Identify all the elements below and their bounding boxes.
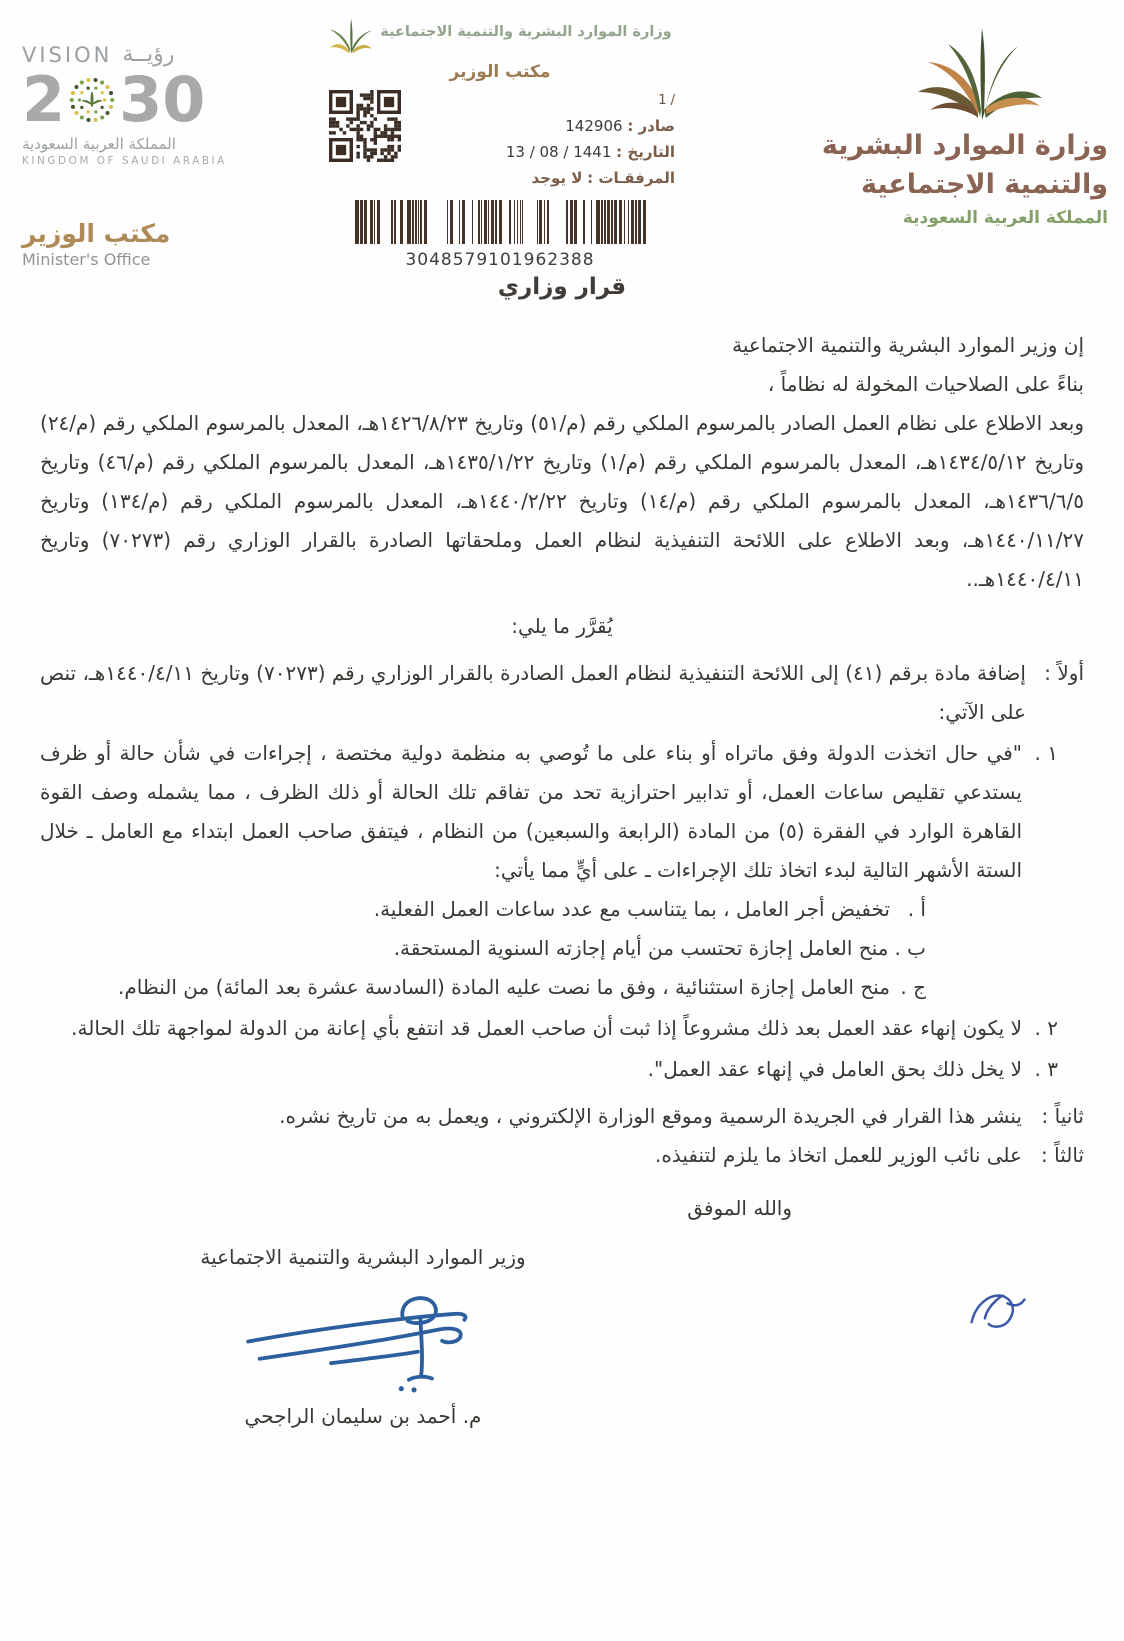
issued-value: 142906 xyxy=(565,116,623,135)
sub-item-b xyxy=(40,929,926,968)
sub-b-text: منح العامل إجازة تحتسب من أيام إجازته السنوية المستحقة. xyxy=(393,935,889,960)
ministry-palm-icon xyxy=(913,22,1045,122)
item-1-text: "في حال اتخذت الدولة وفق ماتراه أو بناء على ما تُوصي به منظمة دولية مختصة ، إجراءات في شأن حالة أو ظرف يستدعي تقليص ساعات العمل، أو تدابير احترازية تحد من تفاقم تلك الحالة أو ذلك الظرف ، مما يشمله وصف القوة القاهرة الوارد في الفقرة (٥) من المادة (الرابعة والسبعين) من النظام ، فيتفق صاحب العمل ابتداء مع العامل ـ خلال الستة الأشهر التالية لبدء اتخاذ تلك الإجراءات ـ على أيٍّ مما يأتي: xyxy=(40,740,1022,882)
sub-item-a xyxy=(40,890,926,929)
clause-third-label: ثالثاً : xyxy=(1041,1142,1084,1167)
date-value: 13 / 08 / 1441 xyxy=(505,143,612,161)
closing-line: والله الموفق xyxy=(687,1195,792,1220)
sub-c-text: منح العامل إجازة استثنائية ، وفق ما نصت عليه المادة (السادسة عشرة بعد المائة) من النظام. xyxy=(117,974,890,999)
vision-2030-block xyxy=(16,14,237,270)
numbered-item-2 xyxy=(40,1009,1058,1048)
numbered-item-1 xyxy=(40,734,1058,890)
kingdom-ar-label: المملكة العربية السعودية xyxy=(22,135,176,153)
vision-en-label: VISION xyxy=(22,42,113,67)
ministry-name-line1: وزارة الموارد البشرية xyxy=(821,130,1108,161)
signature-title: وزير الموارد البشرية والتنمية الاجتماعية xyxy=(200,1244,526,1269)
qr-code xyxy=(329,90,401,162)
ministers-office-ar: مكتب الوزير xyxy=(22,219,171,248)
vision-ar-label: رؤيــة xyxy=(122,42,175,67)
preamble-paragraph: وبعد الاطلاع على نظام العمل الصادر بالمرسوم الملكي رقم (م/٥١) وتاريخ ١٤٢٦/٨/٢٣هـ، المعدل بالمرسوم الملكي رقم (م/٢٤) وتاريخ ١٤٣٤/٥/١٢هـ، المعدل بالمرسوم الملكي رقم (م/١) وتاريخ ١٤٣٥/١/٢٢هـ، المعدل بالمرسوم الملكي رقم (م/٤٦) وتاريخ ١٤٣٦/٦/٥هـ، المعدل بالمرسوم الملكي رقم (م/١٤) وتاريخ ١٤٤٠/٢/٢٢هـ، المعدل بالمرسوم الملكي رقم (م/١٣٤) وتاريخ ١٤٤٠/١١/٢٧هـ، وبعد الاطلاع على اللائحة التنفيذية لنظام العمل وملحقاتها الصادرة بالقرار الوزاري رقم (٧٠٢٧٣) وتاريخ ١٤٤٠/٤/١١هـ.. xyxy=(40,410,1084,591)
barcode xyxy=(350,200,650,244)
clause-second xyxy=(40,1097,1084,1136)
stamp-palm-icon xyxy=(328,16,374,56)
attachments-value: لا يوجد xyxy=(531,169,583,188)
barcode-number: 3048579101962388 xyxy=(405,249,595,270)
ministers-office-en: Minister's Office xyxy=(22,250,151,269)
item-2-text: لا يكون إنهاء عقد العمل بعد ذلك مشروعاً إذا ثبت أن صاحب العمل قد انتفع بأي إعانة من الدولة لمواجهة تلك الحالة. xyxy=(71,1015,1022,1040)
clause-first-text: إضافة مادة برقم (٤١) إلى اللائحة التنفيذية لنظام العمل الصادرة بالقرار الوزاري رقم (٧٠٢٧٣) وتاريخ ١٤٤٠/٤/١١هـ، تنص على الآتي: xyxy=(40,660,1026,724)
ministry-name-line2: والتنمية الاجتماعية xyxy=(860,169,1108,201)
item-1-number: ١ . xyxy=(1034,740,1058,765)
ministers-office-block xyxy=(22,219,237,269)
vision-2030-year xyxy=(22,63,237,136)
stamp-ministry-name: وزارة الموارد البشرية والتنمية الاجتماعية xyxy=(380,24,672,40)
stamp-attachments-row xyxy=(427,165,675,191)
stamp-fields xyxy=(427,90,675,192)
vision-emblem-icon xyxy=(65,73,119,127)
year-digit-2: 2 xyxy=(22,63,66,136)
kingdom-en-label: KINGDOM OF SAUDI ARABIA xyxy=(22,155,227,167)
clause-first-label: أولاً : xyxy=(1044,660,1084,685)
year-digits-30: 30 xyxy=(119,63,206,136)
sub-a-text: تخفيض أجر العامل ، بما يتناسب مع عدد ساعات العمل الفعلية. xyxy=(373,896,890,921)
ministry-kingdom-line: المملكة العربية السعودية xyxy=(902,208,1108,229)
sub-a-letter: أ . xyxy=(907,896,926,921)
item-2-number: ٢ . xyxy=(1034,1015,1058,1040)
decree-line: يُقرَّر ما يلي: xyxy=(511,613,613,638)
intro-line-1: إن وزير الموارد البشرية والتنمية الاجتماعية xyxy=(732,332,1084,357)
date-label: التاريخ : xyxy=(616,143,675,161)
sub-b-letter: ب . xyxy=(894,935,926,960)
clause-second-text: ينشر هذا القرار في الجريدة الرسمية وموقع الوزارة الإلكتروني ، ويعمل به من تاريخ نشره. xyxy=(279,1103,1022,1128)
registry-stamp xyxy=(237,14,763,270)
clause-third-text: على نائب الوزير للعمل اتخاذ ما يلزم لتنفيذه. xyxy=(654,1142,1022,1167)
item-3-text: لا يخل ذلك بحق العامل في إنهاء عقد العمل". xyxy=(647,1056,1022,1081)
stamp-page-indicator: / 1 xyxy=(658,93,675,108)
sub-item-c xyxy=(40,968,926,1007)
intro-line-2: بناءً على الصلاحيات المخولة له نظاماً ، xyxy=(767,371,1084,396)
ministry-logo-block xyxy=(763,14,1108,270)
header xyxy=(0,0,1124,270)
sub-c-letter: ج . xyxy=(900,974,926,999)
numbered-item-3 xyxy=(40,1050,1058,1089)
signature-name: م. أحمد بن سليمان الراجحي xyxy=(244,1403,482,1428)
stamp-issued-row xyxy=(427,113,675,139)
attachments-label: المرفقـات : xyxy=(587,169,675,188)
issued-label: صادر : xyxy=(627,116,675,135)
stamp-office-label: مكتب الوزير xyxy=(449,62,551,82)
clause-second-label: ثانياً : xyxy=(1041,1103,1084,1128)
stamp-date-row xyxy=(427,139,675,165)
minister-signature xyxy=(198,1279,528,1397)
clause-first xyxy=(40,654,1084,732)
signature-block xyxy=(198,1238,528,1436)
document-title: قرار وزاري xyxy=(497,273,627,300)
clause-third xyxy=(40,1136,1084,1175)
item-3-number: ٣ . xyxy=(1034,1056,1058,1081)
document-body xyxy=(0,300,1124,1436)
handwritten-paraph xyxy=(966,1284,1032,1332)
